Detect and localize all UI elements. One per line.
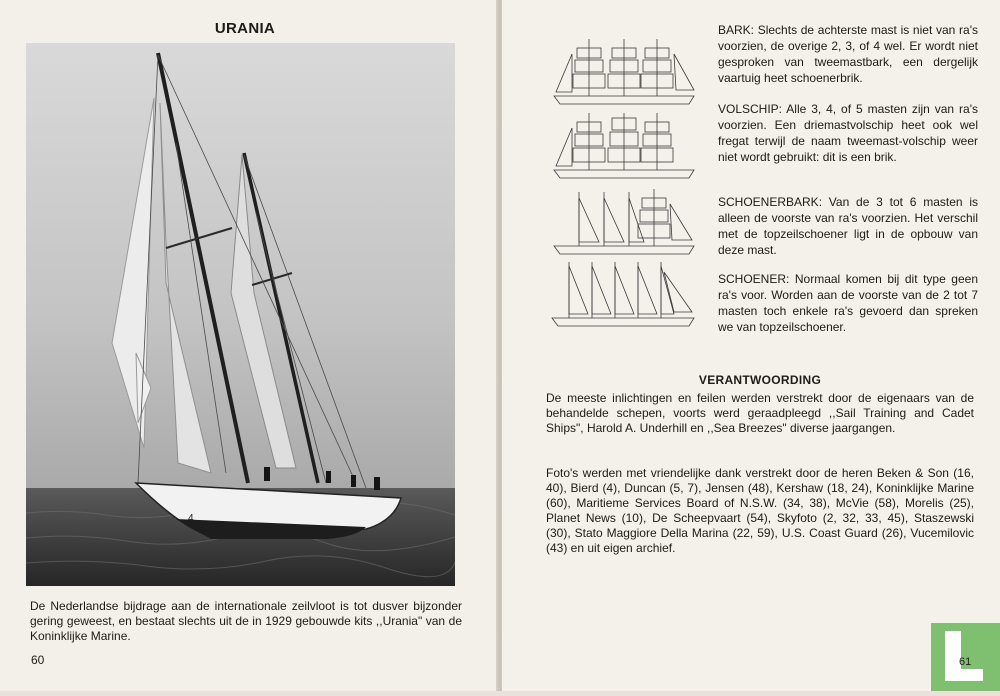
schoenerbark-drawing (554, 189, 694, 254)
rig-type-volschip: VOLSCHIP: Alle 3, 4, of 5 masten zijn van ra's voorzien. Een driemastvolschip heet ook wel fregat terwijl de naam tweemast-volschip weer niet wordt gebruikt: dit is een brik. (718, 102, 978, 164)
bark-drawing (554, 39, 694, 104)
acknowledgement-paragraph-2: Foto's werden met vriendelijke dank verstrekt door de heren Beken & Son (16, 40), Bierd (4), Duncan (5, 7), Jensen (48), Kershaw (18, 24), Koninklijke Marine (60), Maritieme Services Board of N.S.W. (34, 38), McVie (58), Morelis (25), Planet News (10), De Scheepvaart (54), Skyfoto (2, 32, 33, 45), Staszewski (30), Stato Maggiore Della Marina (22, 59), U.S. Coast Guard (26), Vucemilovic (43) en uit eigen archief. (546, 466, 974, 555)
page-title: URANIA (214, 20, 276, 37)
left-page (0, 0, 498, 691)
sailing-schooner-photo (26, 43, 455, 586)
rig-type-schoener: SCHOENER: Normaal komen bij dit type geen ra's voor. Worden aan de voorste van de 2 tot 7 masten toch enkele ra's gevoerd dan spreken we van topzeilschoener. (718, 272, 978, 334)
rig-type-schoenerbark: SCHOENERBARK: Van de 3 tot 6 masten is alleen de voorste van ra's voorzien. Het verschil met de topzeilschoener ligt in de opbouw van deze mast. (718, 195, 978, 257)
acknowledgement-heading: VERANTWOORDING (698, 373, 822, 387)
rig-type-bark: BARK: Slechts de achterste mast is niet van ra's voorzien, de overige 2, 3, of 4 wel. Er wordt niet gesproken van tweemastbark, een dergelijk vaartuig heet schoenerbrik. (718, 23, 978, 85)
volschip-drawing (554, 113, 694, 178)
rig-illustrations (544, 34, 704, 334)
schoener-drawing (552, 262, 694, 326)
acknowledgement-paragraph-1: De meeste inlichtingen en feilen werden verstrekt door de eigenaars van de behandelde schepen, voorts werd geraadpleegd ,,Sail Training and Cadet Ships", Harold A. Underhill en ,,Sea Breezes" diverse jaargangen. (546, 391, 974, 435)
page-number-right: 61 (959, 656, 972, 668)
page-number-left: 60 (31, 653, 45, 667)
photo-caption: De Nederlandse bijdrage aan de internationale zeilvloot is tot dusver bijzonder gering geweest, en bestaat slechts uit de in 1929 gebouwde kits ,,Urania" van de Koninklijke Marine. (30, 599, 462, 643)
svg-text:4: 4 (188, 513, 194, 524)
